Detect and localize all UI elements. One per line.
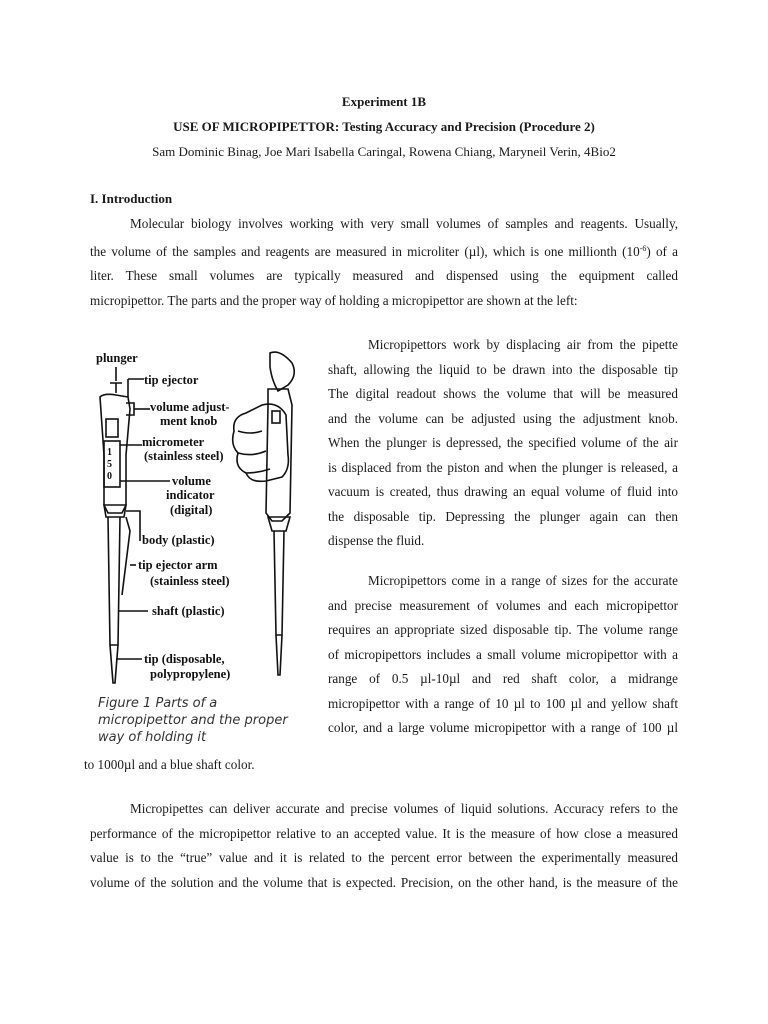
shaft-shape (108, 517, 120, 645)
section-heading: I. Introduction (90, 191, 173, 206)
rp1-line-4: and the volume can be adjusted using the adjustment knob. (328, 410, 678, 426)
rp1-line-5: When the plunger is depressed, the specified volume of the air (328, 435, 678, 450)
rp2-line-2: and precise measurement of volumes and each micropipettor (328, 597, 678, 613)
digit-1: 1 (107, 447, 112, 458)
document-title: USE OF MICROPIPETTOR: Testing Accuracy and Precision (Procedure 2) (173, 119, 595, 134)
intro-line-2 (90, 237, 678, 265)
label-indicator-2: indicator (166, 488, 215, 502)
intro-line-3: liter. These small volumes are typically measured and dispensed using the equipment called (90, 268, 678, 283)
intro-line-1: Molecular biology involves working with very small volumes of samples and reagents. Usually, (130, 216, 678, 231)
ejector-arm (122, 517, 130, 595)
rp2-line-1: Micropipettors come in a range of sizes for the accurate (368, 573, 678, 588)
rp2-line-4: of micropipettors includes a small volume micropipettor with a (328, 646, 678, 662)
display-window (106, 419, 118, 437)
bp-line-3: value is to the “true” value and it is related to the percent error between the experimentally measured (90, 850, 678, 865)
label-indicator-3: (digital) (170, 503, 213, 517)
plunger-shape (110, 383, 122, 393)
rp1-line-8: the disposable tip. Depressing the plunger again can then (328, 508, 678, 524)
intro-paragraph (90, 212, 678, 313)
exponent: -6 (639, 243, 647, 253)
intro-line-2-text: the volume of the samples and reagents are measured in microliter (µl), which is one millionth (10 (90, 243, 640, 259)
authors-line: Sam Dominic Binag, Joe Mari Isabella Caringal, Rowena Chiang, Maryneil Verin, 4Bio2 (152, 144, 616, 159)
continuation-line: to 1000µl and a blue shaft color. (84, 757, 255, 772)
hand-knuckle-lines (238, 431, 270, 473)
experiment-label: Experiment 1B (341, 94, 427, 109)
leader-tip-ejector (128, 379, 144, 397)
label-tip-1: tip (disposable, (144, 652, 225, 666)
label-micrometer-2: (stainless steel) (144, 449, 224, 463)
rp2-line-7: color, and a large volume micropipettor with a range of 100 µl (328, 720, 678, 735)
rp1-line-3: The digital readout shows the volume that will be measured (328, 386, 678, 401)
label-ejector-arm-1: tip ejector arm (138, 558, 218, 572)
bp-line-2: performance of the micropipettor relative to an accepted value. It is the measure of how close a measured (90, 825, 678, 841)
caption-line-2: micropipettor and the proper (98, 713, 288, 728)
bp-line-1: Micropipettes can deliver accurate and precise volumes of liquid solutions. Accuracy refers to the (130, 801, 678, 816)
right-paragraph-1 (328, 333, 678, 554)
intro-line-2-end: ) of a (646, 243, 678, 259)
rp2-line-3: requires an appropriate sized disposable tip. The volume range (328, 622, 678, 637)
hand-thumb (270, 352, 294, 391)
rp1-line-1: Micropipettors work by displacing air from the pipette (368, 337, 678, 352)
caption-line-3: way of holding it (98, 730, 207, 745)
digit-3: 0 (107, 471, 112, 482)
figure-caption (98, 695, 313, 746)
bp-line-4: volume of the solution and the volume that is expected. Precision, on the other hand, is the measure of the (90, 874, 678, 890)
label-shaft: shaft (plastic) (152, 604, 225, 618)
rp1-line-2: shaft, allowing the liquid to be drawn into the disposable tip (328, 361, 678, 377)
label-tip-2: polypropylene) (150, 667, 231, 681)
rp2-line-5: range of 0.5 µl-10µl and red shaft color, a midrange (328, 671, 678, 686)
digit-2: 5 (107, 459, 112, 470)
held-tip (276, 635, 282, 675)
label-tip-ejector: tip ejector (144, 373, 199, 387)
micropipettor-figure (82, 345, 322, 690)
rp1-line-7: vacuum is created, thus drawing an equal volume of fluid into (328, 484, 678, 499)
tip-shape (110, 645, 118, 683)
right-paragraph-2 (328, 569, 678, 741)
label-ejector-arm-2: (stainless steel) (150, 574, 230, 588)
label-plunger: plunger (96, 351, 138, 365)
held-shaft (274, 531, 284, 635)
label-volume-adjust-1: volume adjust- (150, 400, 230, 414)
rp1-line-9: dispense the fluid. (328, 533, 425, 548)
intro-line-4: micropipettor. The parts and the proper way of holding a micropipettor are shown at the left: (90, 292, 578, 308)
rp1-line-6: is displaced from the piston and when the plunger is released, a (328, 459, 678, 475)
caption-line-1: Figure 1 Parts of a (98, 696, 218, 711)
held-display (272, 411, 280, 423)
label-micrometer-1: micrometer (142, 435, 205, 449)
label-volume-adjust-2: ment knob (160, 414, 218, 428)
rp2-line-6: micropipettor with a range of 10 µl to 100 µl and yellow shaft (328, 695, 678, 711)
label-body: body (plastic) (142, 533, 215, 547)
label-indicator-1: volume (172, 474, 211, 488)
bottom-paragraph (90, 797, 678, 895)
